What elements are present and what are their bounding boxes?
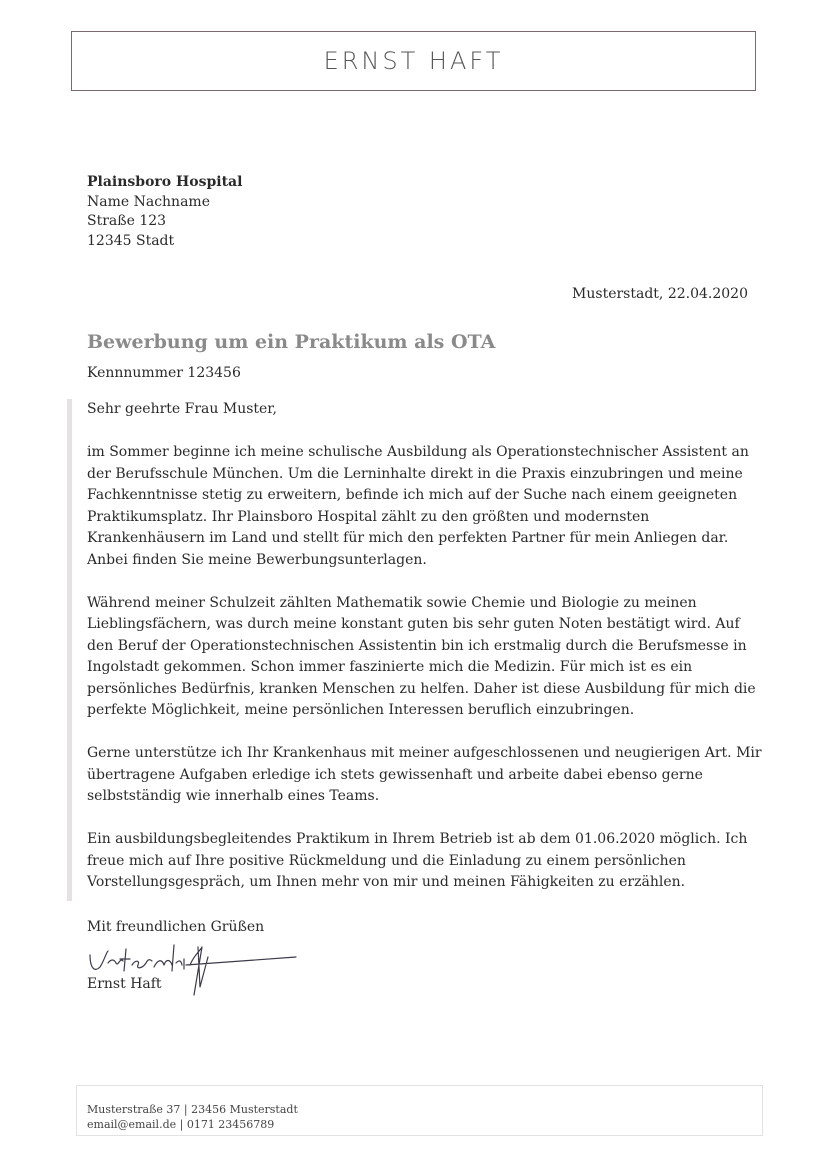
recipient-city: 12345 Stadt [87, 232, 175, 249]
recipient-contact: Name Nachname [87, 193, 210, 210]
footer-contact [87, 1102, 298, 1132]
place-date: Musterstadt, 22.04.2020 [572, 286, 748, 302]
reference-number: Kennnummer 123456 [87, 365, 241, 381]
paragraph-3: Gerne unterstütze ich Ihr Krankenhaus mit meiner aufgeschlossenen und neugierigen Art. Mir übertragene Aufgaben erledige ich stets gewissenhaft und arbeite dabei ebenso gerne selbstständig wie innerhalb eines Teams. [87, 745, 762, 804]
paragraph-1: im Sommer beginne ich meine schulische Ausbildung als Operationstechnischer Assistent an der Berufsschule München. Um die Lerninhalte direkt in die Praxis einzubringen und meine Fachkenntnisse stetig zu erweitern, befinde ich mich auf der Suche nach einem geeigneten Praktikumsplatz. Ihr Plainsboro Hospital zählt zu den größten und modernsten Krankenhäusern im Land und stellt für mich den perfekten Partner für mein Anliegen dar. Anbei finden Sie meine Bewerbungsunterlagen. [87, 444, 749, 568]
recipient-address [87, 173, 242, 251]
letter-body [87, 399, 767, 915]
paragraph-4: Ein ausbildungsbegleitendes Praktikum in Ihrem Betrieb ist ab dem 01.06.2020 möglich. Ich freue mich auf Ihre positive Rückmeldung und die Einladung zu einem persönlichen Vorstellungsgespräch, um Ihnen mehr von mir und meinen Fähigkeiten zu erzählen. [87, 831, 748, 890]
letterhead-box [71, 31, 756, 91]
closing-phrase: Mit freundlichen Grüßen [87, 919, 265, 935]
recipient-street: Straße 123 [87, 213, 167, 229]
footer-email-phone: email@email.de | 0171 23456789 [87, 1118, 275, 1131]
decorative-side-bar [67, 399, 72, 901]
footer-address: Musterstraße 37 | 23456 Musterstadt [87, 1103, 298, 1116]
salutation: Sehr geehrte Frau Muster, [87, 401, 277, 417]
paragraph-2: Während meiner Schulzeit zählten Mathematik sowie Chemie und Biologie zu meinen Lieblingsfächern, was durch meine konstant guten bis sehr guten Noten bestätigt wird. Auf den Beruf der Operationstechnischen Assistentin bin ich erstmalig durch die Berufsmesse in Ingolstadt gekommen. Schon immer faszinierte mich die Medizin. Für mich ist es ein persönliches Bedürfnis, kranken Menschen zu helfen. Daher ist diese Ausbildung für mich die perfekte Möglichkeit, meine persönlichen Interessen beruflich einzubringen. [87, 594, 756, 718]
letter-subject: Bewerbung um ein Praktikum als OTA [87, 331, 496, 353]
recipient-organization: Plainsboro Hospital [87, 174, 243, 190]
signer-name: Ernst Haft [87, 976, 162, 992]
sender-name-heading: ERNST HAFT [323, 47, 504, 75]
